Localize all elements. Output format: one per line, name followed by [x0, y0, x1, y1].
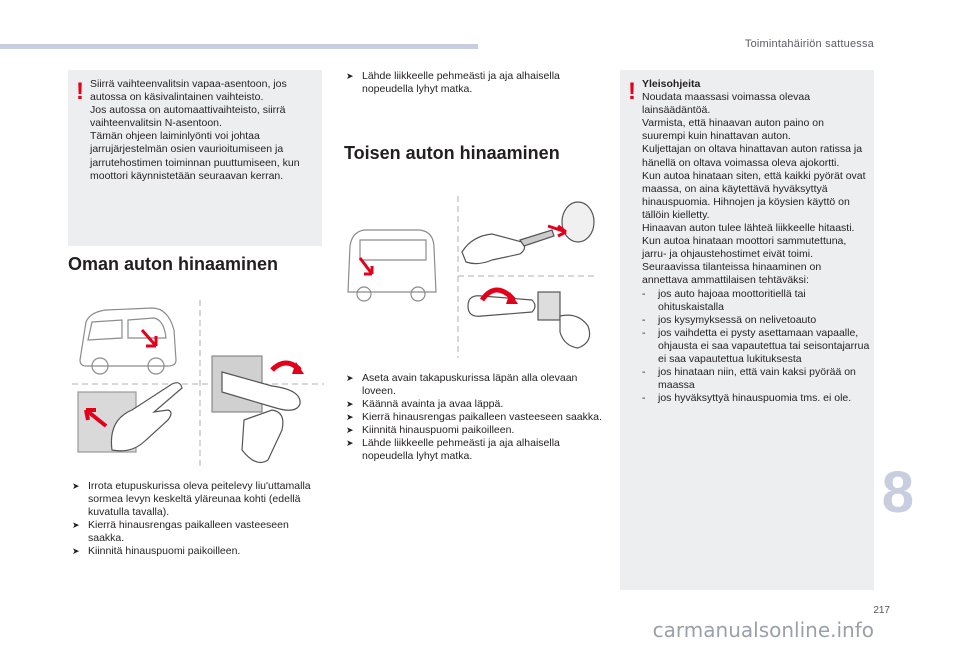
step-text: Kiinnitä hinauspuomi paikoilleen.: [88, 545, 241, 557]
general-paragraph: Seuraavissa tilanteissa hinaaminen on annettava ammattilaisen tehtäväksi:: [642, 261, 822, 287]
step-item: [72, 480, 324, 519]
van-front-illustration: [80, 308, 176, 374]
arrow-bullet-icon: ➤: [72, 546, 80, 556]
general-instructions-text: [642, 78, 870, 405]
step-text: Aseta avain takapuskurissa läpän alla olevaan loveen.: [362, 372, 578, 397]
arrow-bullet-icon: ➤: [346, 425, 354, 435]
step-text: Kierrä hinausrengas paikalleen vasteeseen saakka.: [362, 411, 602, 423]
other-car-heading: Toisen auton hinaaminen: [344, 143, 560, 163]
general-instructions-box: [620, 70, 874, 590]
rotation-arrow-icon: [272, 362, 304, 374]
step-item: [346, 437, 608, 463]
step-item: [72, 519, 324, 545]
tow-ring-rear-illustration: [468, 292, 590, 348]
general-paragraph: Varmista, että hinaavan auton paino on suurempi kuin hinattavan auton.: [642, 117, 824, 143]
list-item: - jos hinataan niin, että vain kaksi pyörää on maassa: [642, 366, 856, 392]
own-car-heading: Oman auton hinaaminen: [68, 254, 279, 274]
list-item-text: jos vaihdetta ei pysty asettamaan vapaalle, ohjausta ei saa vapautettua tai seisontajarrua ei saa vapautettua lukituksesta: [658, 326, 870, 365]
list-item: - jos vaihdetta ei pysty asettamaan vapaalle, ohjausta ei saa vapautettua tai seisontajarrua ei saa vapautettua lukituksesta: [642, 326, 870, 365]
step-text: Lähde liikkeelle pehmeästi ja aja alhaisella nopeudella lyhyt matka.: [362, 70, 560, 95]
list-item: - jos kysymyksessä on nelivetoauto: [642, 313, 817, 326]
own-car-figure: [72, 300, 324, 468]
page-number: 217: [873, 605, 890, 616]
arrow-bullet-icon: ➤: [346, 399, 354, 409]
chapter-number: 8: [881, 460, 914, 525]
step-item: [346, 70, 608, 96]
exclamation-icon: !: [628, 78, 636, 105]
step-text: Kiinnitä hinauspuomi paikoilleen.: [362, 424, 515, 436]
other-car-figure: [342, 196, 598, 358]
step-text: Kierrä hinausrengas paikalleen vasteeseen saakka.: [88, 519, 289, 544]
arrow-bullet-icon: ➤: [346, 71, 354, 81]
arrow-bullet-icon: ➤: [72, 520, 80, 530]
step-text: Käännä avainta ja avaa läppä.: [362, 398, 504, 410]
arrow-bullet-icon: ➤: [346, 412, 354, 422]
step-item: [346, 372, 608, 398]
general-paragraph: Kun autoa hinataan siten, että kaikki pyörät ovat maassa, on aina käytettävä hyväksyttyä hinauspuomia. Hihnojen ja köysien käyttö on tällöin kielletty.: [642, 169, 866, 221]
gear-warning-line: Siirrä vaihteenvalitsin vapaa-asentoon, jos autossa on käsivalintainen vaihteisto.: [90, 78, 287, 104]
list-item-text: jos auto hajoaa moottoritiellä tai ohituskaistalla: [658, 287, 806, 313]
list-item-text: jos kysymyksessä on nelivetoauto: [658, 313, 817, 326]
step-item: [346, 424, 608, 437]
list-item-text: jos hyväksyttyä hinauspuomia tms. ei ole.: [658, 392, 852, 405]
watermark: carmanualsonline.info: [652, 618, 874, 642]
header-bar: [0, 44, 478, 49]
gear-warning-line: Jos autossa on automaattivaihteisto, siirrä vaihteenvalitsin N-asentoon.: [90, 104, 286, 130]
tow-ring-front-illustration: [212, 356, 300, 462]
gear-warning-line: Tämän ohjeen laiminlyönti voi johtaa jarrujärjestelmän osien vaurioitumiseen ja jarrutehostimen toiminnan puuttumiseen, kun moottori käynnistetään seuraavan kerran.: [90, 130, 300, 182]
general-title: Yleisohjeita: [642, 78, 701, 90]
list-item: - jos auto hajoaa moottoritiellä tai ohituskaistalla: [642, 287, 806, 313]
section-title: Toimintahäiriön sattuessa: [744, 38, 874, 50]
exclamation-icon: !: [76, 78, 84, 105]
general-paragraph: Hinaavan auton tulee lähteä liikkeelle hitaasti.: [642, 222, 855, 235]
own-car-steps: [72, 480, 324, 558]
general-paragraph: Noudata maassasi voimassa olevaa lainsäädäntöä.: [642, 91, 811, 117]
step-item: [346, 411, 608, 424]
step-item: [72, 545, 324, 558]
general-list: [642, 288, 870, 406]
van-rear-illustration: [348, 230, 436, 301]
list-item-text: jos hinataan niin, että vain kaksi pyörää on maassa: [658, 366, 856, 392]
other-car-steps: [346, 372, 608, 463]
gear-warning-text: [90, 78, 318, 183]
gear-warning-box: [68, 70, 322, 246]
step-item: [346, 398, 608, 411]
general-paragraph: Kun autoa hinataan moottori sammutettuna, jarru- ja ohjaustehostimet eivät toimi.: [642, 235, 847, 261]
arrow-bullet-icon: ➤: [72, 481, 80, 491]
list-item: - jos hyväksyttyä hinauspuomia tms. ei ole.: [642, 392, 852, 405]
step-text: Lähde liikkeelle pehmeästi ja aja alhaisella nopeudella lyhyt matka.: [362, 437, 560, 462]
mid-top-steps: [346, 70, 608, 96]
general-paragraph: Kuljettajan on oltava hinattavan auton ratissa ja hänellä on oltava voimassa oleva ajokortti.: [642, 143, 863, 169]
hand-key-illustration: [462, 202, 594, 264]
step-text: Irrota etupuskurissa oleva peitelevy liu'uttamalla sormea levyn keskeltä yläreunaa kohti (edellä kuvatulla tavalla).: [88, 480, 311, 518]
arrow-bullet-icon: ➤: [346, 438, 354, 448]
arrow-bullet-icon: ➤: [346, 373, 354, 383]
